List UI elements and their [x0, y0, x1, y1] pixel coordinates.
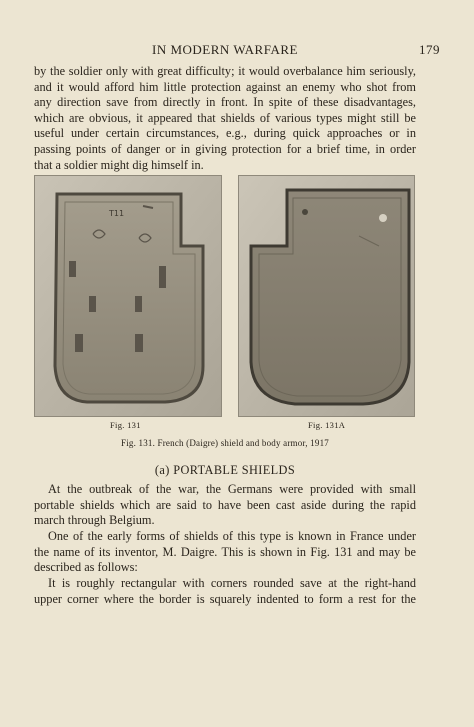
text-line: portable shields which are said to have been cast aside during the rapid [34, 497, 416, 512]
figure-131a-photo [238, 175, 415, 417]
text-line: At the outbreak of the war, the Germans were provided with small [48, 482, 416, 496]
daigre-shield-back-image [239, 176, 414, 416]
paragraph-description [34, 576, 416, 607]
text-line: march through Belgium. [34, 513, 155, 528]
text-line: useful under certain circumstances, e.g., during quick approaches or in [34, 126, 416, 141]
section-heading: (a) PORTABLE SHIELDS [154, 463, 296, 477]
text-line: upper corner where the border is squarely indented to form a rest for the [34, 591, 416, 606]
text-line: passing points of danger or in giving protection for a brief time, in order [34, 141, 416, 156]
text-line: any direction save from directly in front. In spite of these disadvantages, [34, 95, 416, 110]
page-header [34, 42, 440, 60]
text-line: described as follows: [34, 560, 138, 575]
page-number: 179 [419, 42, 440, 57]
daigre-shield-front-image [35, 176, 221, 416]
figure-caption: Fig. 131. French (Daigre) shield and body armor, 1917 [121, 438, 329, 448]
figure-131a-label: Fig. 131A [308, 420, 346, 430]
shield-marking: T11 [109, 209, 125, 218]
paragraph-daigre [34, 529, 416, 576]
text-line: the name of its inventor, M. Daigre. This is shown in Fig. 131 and may be [34, 544, 416, 559]
figure-131-photo [34, 175, 222, 417]
text-line: It is roughly rectangular with corners rounded save at the right-hand [48, 576, 416, 590]
text-line: by the soldier only with great difficulty; it would overbalance him seriously, [34, 64, 416, 78]
figure-131-label: Fig. 131 [110, 420, 141, 430]
paragraph-intro [34, 64, 416, 173]
text-line: One of the early forms of shields of this type is known in France under [48, 529, 416, 543]
text-line: that a soldier might dig himself in. [34, 157, 204, 172]
paragraph-outbreak [34, 482, 416, 529]
text-line: which are obvious, it appeared that shields of various types might still be [34, 110, 416, 125]
running-head: IN MODERN WARFARE [152, 42, 298, 57]
text-line: and it would afford him little protection against an enemy who shot from [34, 79, 416, 94]
